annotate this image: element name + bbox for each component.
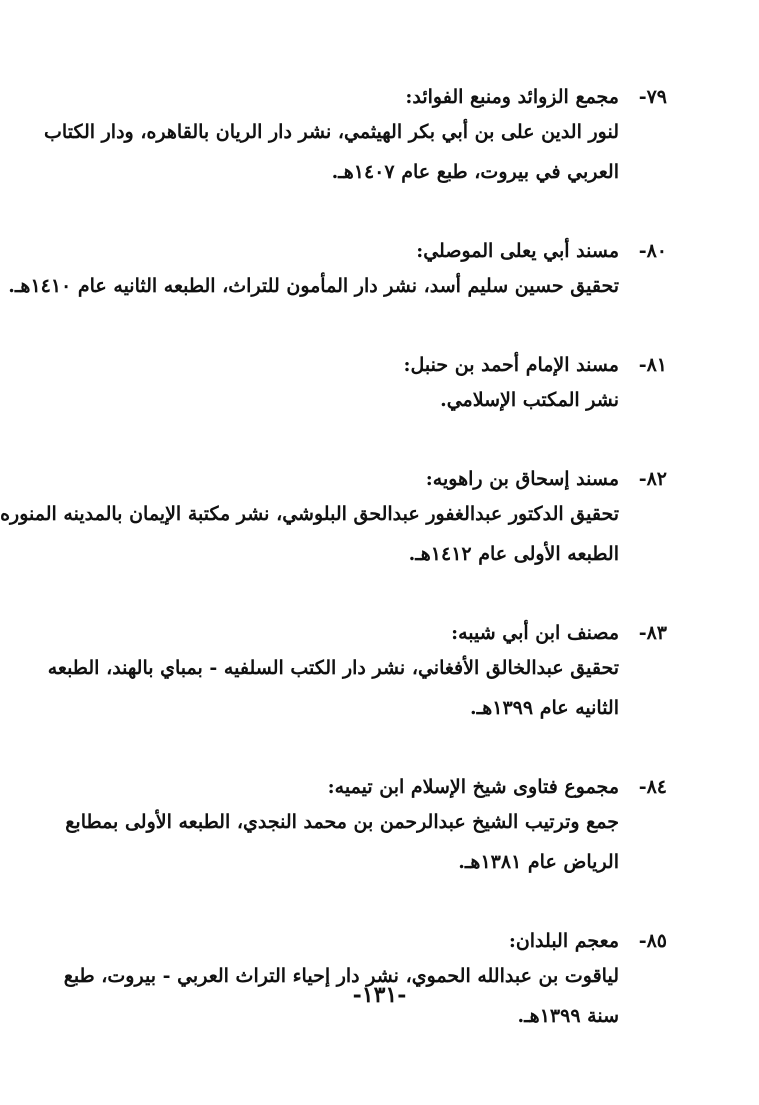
entry-heading: [96, 236, 667, 266]
entry-line: تحقيق عبدالخالق الأفغاني، نشر دار الكتب السلفيه - بمباي بالهند، الطبعه: [47, 657, 619, 679]
entry-title: مجمع الزوائد ومنبع الفوائد:: [405, 86, 619, 108]
bibliography-list: [0, 82, 667, 1080]
entry-heading: [96, 618, 667, 648]
bibliography-entry: [63, 926, 667, 1036]
entry-description: [65, 802, 619, 882]
bibliography-entry: [65, 772, 667, 882]
entry-title: مسند أبي يعلى الموصلي:: [416, 240, 619, 262]
entry-description: [44, 112, 619, 192]
entry-line: لياقوت بن عبدالله الحموي، نشر دار إحياء التراث العربي - بيروت، طبع: [63, 965, 619, 987]
entry-heading: [96, 350, 667, 380]
entry-heading: [96, 464, 667, 494]
bibliography-entry: [96, 350, 667, 420]
entry-line: الرياض عام ١٣٨١هـ.: [458, 851, 619, 873]
entry-line: الثانيه عام ١٣٩٩هـ.: [470, 697, 619, 719]
entry-title: مسند الإمام أحمد بن حنبل:: [403, 354, 619, 376]
entry-title: مصنف ابن أبي شيبه:: [451, 622, 619, 644]
entry-heading: [96, 82, 667, 112]
entry-line: سنة ١٣٩٩هـ.: [517, 1005, 619, 1027]
entry-description: [0, 494, 619, 574]
entry-line: العربي في بيروت، طبع عام ١٤٠٧هـ.: [331, 161, 619, 183]
entry-title: معجم البلدان:: [508, 930, 619, 952]
entry-line: جمع وترتيب الشيخ عبدالرحمن بن محمد النجدي، الطبعه الأولى بمطابع: [65, 811, 619, 833]
entry-title: مجموع فتاوى شيخ الإسلام ابن تيميه:: [327, 776, 619, 798]
entry-number: ٨٥-: [638, 930, 667, 952]
entry-line: تحقيق الدكتور عبدالغفور عبدالحق البلوشي، نشر مكتبة الإيمان بالمدينه المنوره: [0, 503, 619, 525]
bibliography-entry: [8, 236, 667, 306]
entry-number: ٧٩-: [638, 86, 667, 108]
bibliography-entry: [0, 464, 667, 574]
entry-number: ٨٢-: [638, 468, 667, 490]
entry-number: ٨١-: [638, 354, 667, 376]
bibliography-entry: [44, 82, 667, 192]
entry-line: تحقيق حسين سليم أسد، نشر دار المأمون للتراث، الطبعه الثانيه عام ١٤١٠هـ.: [8, 275, 619, 297]
entry-number: ٨٠-: [638, 240, 667, 262]
entry-line: نشر المكتب الإسلامي.: [440, 389, 619, 411]
bibliography-entry: [47, 618, 667, 728]
entry-title: مسند إسحاق بن راهويه:: [425, 468, 619, 490]
entry-number: ٨٣-: [638, 622, 667, 644]
page-number: -١٣١-: [352, 982, 407, 1008]
entry-number: ٨٤-: [638, 776, 667, 798]
entry-description: [47, 648, 619, 728]
entry-heading: [96, 772, 667, 802]
entry-line: الطبعه الأولى عام ١٤١٢هـ.: [408, 543, 619, 565]
entry-description: [96, 380, 619, 420]
entry-heading: [96, 926, 667, 956]
entry-line: لنور الدين على بن أبي بكر الهيثمي، نشر دار الريان بالقاهره، ودار الكتاب: [44, 121, 619, 143]
entry-description: [8, 266, 619, 306]
